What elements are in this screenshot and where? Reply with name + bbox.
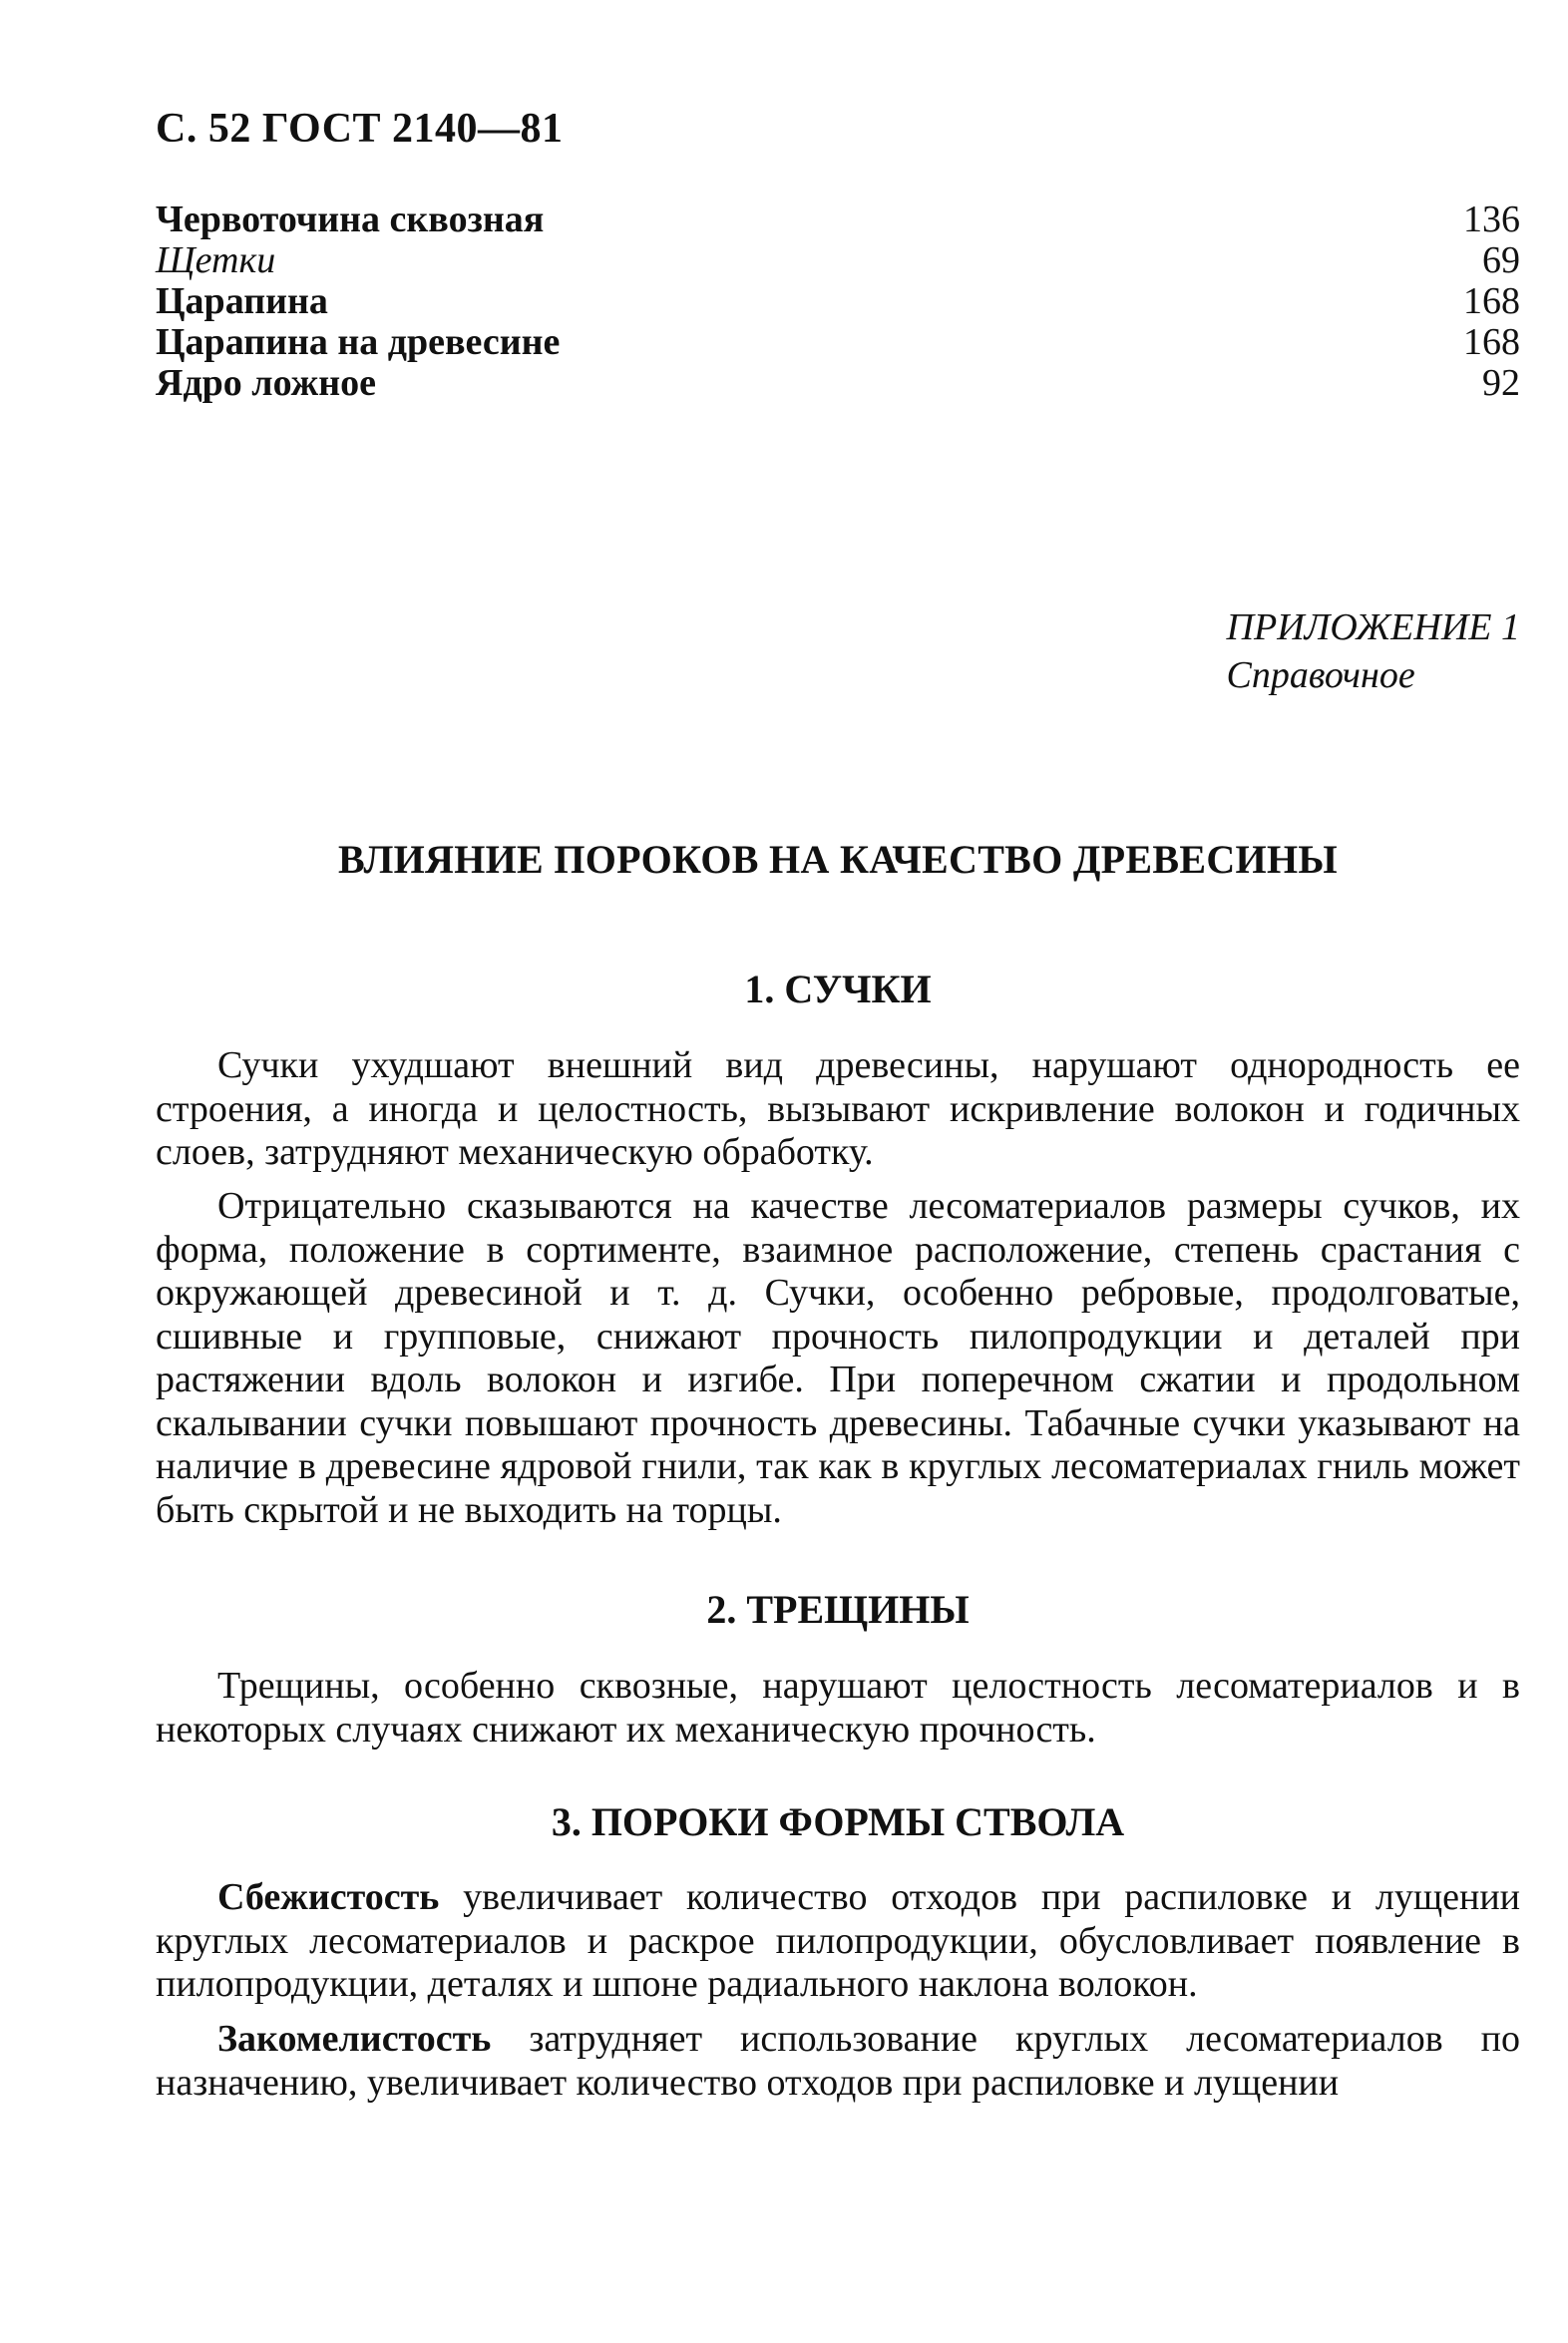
index-term: Царапина [156, 280, 328, 322]
index-entry [156, 322, 1520, 363]
page-header: С. 52 ГОСТ 2140—81 [156, 106, 564, 152]
appendix-note: Справочное [1226, 654, 1415, 696]
section-heading-stem-form: 3. ПОРОКИ ФОРМЫ СТВОЛА [551, 1799, 1125, 1844]
paragraph: Трещины, особенно сквозные, нарушают целостность лесоматериалов и в некоторых случаях снижают их механическую прочность. [156, 1665, 1520, 1751]
index-page: 136 [1463, 198, 1520, 240]
index-page: 168 [1463, 321, 1520, 363]
paragraph: Сучки ухудшают внешний вид древесины, нарушают однородность ее строения, а иногда и целостность, вызывают искривление волокон и годичных слоев, затрудняют механическую обработку. [156, 1044, 1520, 1173]
term-taper: Сбежистость [217, 1876, 440, 1918]
index-term: Ядро ложное [156, 362, 376, 404]
index-page: 69 [1482, 239, 1520, 281]
index-term: Червоточина сквозная [156, 198, 545, 240]
appendix-label [1227, 603, 1520, 699]
index-entry [156, 281, 1520, 322]
index-entry [156, 240, 1520, 281]
document-title: ВЛИЯНИЕ ПОРОКОВ НА КАЧЕСТВО ДРЕВЕСИНЫ [338, 837, 1338, 882]
paragraph: Закомелистость затрудняет использование круглых лесоматериалов по назначению, увеличивает количество отходов при распиловке и лущении [156, 2018, 1520, 2104]
paragraph: Сбежистость увеличивает количество отходов при распиловке и лущении круглых лесоматериалов и раскрое пилопродукции, обусловливает появление в пилопродукции, деталях и шпоне радиального наклона волокон. [156, 1876, 1520, 2005]
section-heading-cracks: 2. ТРЕЩИНЫ [706, 1587, 970, 1632]
section-heading-knots: 1. СУЧКИ [744, 967, 932, 1011]
index-entry [156, 199, 1520, 240]
paragraph: Отрицательно сказываются на качестве лесоматериалов размеры сучков, их форма, положение в сортименте, взаимное расположение, степень срастания с окружающей древесиной и т. д. Сучки, особенно ребровые, продолговатые, сшивные и групповые, снижают прочность пилопродукции и деталей при растяжении вдоль волокон и изгибе. При поперечном сжатии и продольном скалывании сучки повышают прочность древесины. Табачные сучки указывают на наличие в древесине ядровой гнили, так как в круглых лесоматериалах гниль может быть скрытой и не выходить на торцы. [156, 1185, 1520, 1531]
index-term: Щетки [156, 239, 276, 281]
term-butt-swell: Закомелистость [217, 2018, 492, 2060]
index-page: 168 [1463, 280, 1520, 322]
index-page: 92 [1482, 362, 1520, 404]
appendix-number: ПРИЛОЖЕНИЕ 1 [1226, 606, 1520, 648]
index-entry [156, 363, 1520, 404]
term-index-list [156, 199, 1520, 404]
index-term: Царапина на древесине [156, 321, 561, 363]
